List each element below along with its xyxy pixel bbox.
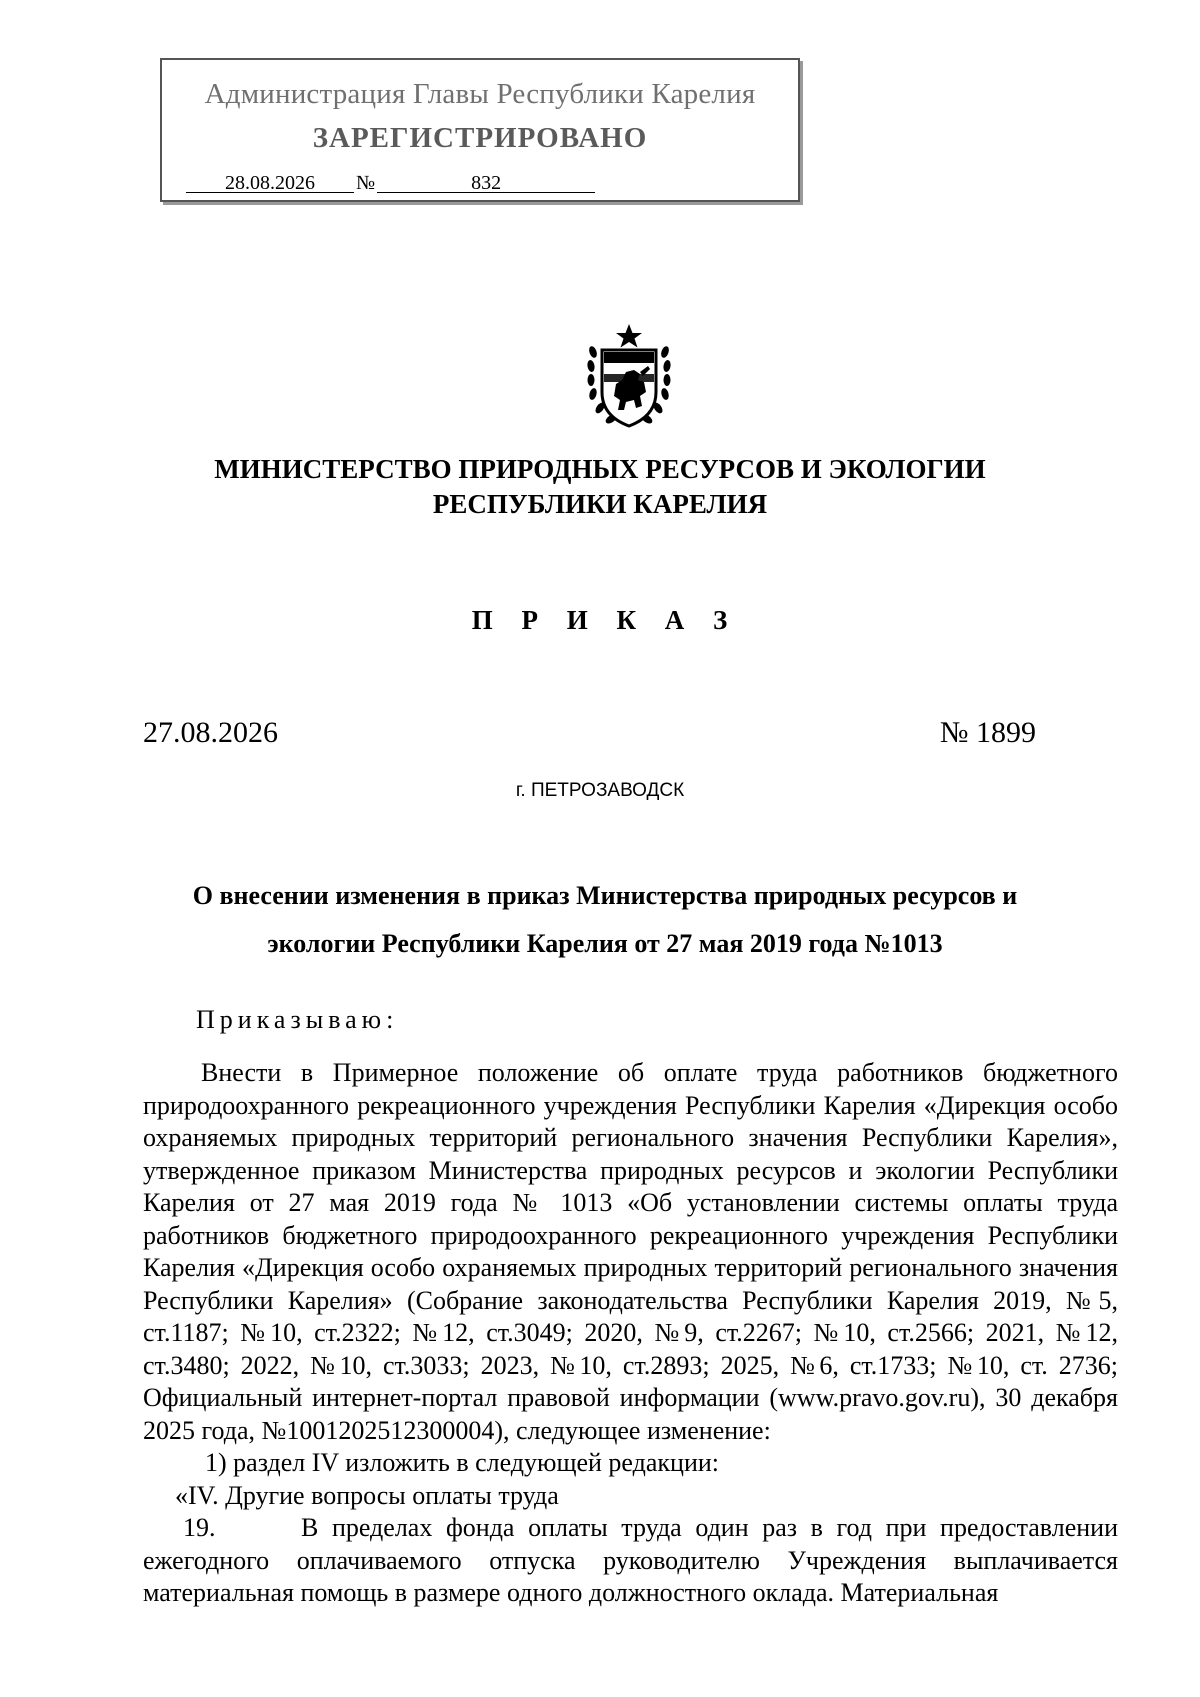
- order-date: 27.08.2026: [143, 716, 278, 749]
- city: г. ПЕТРОЗАВОДСК: [515, 780, 685, 801]
- registration-stamp: [160, 58, 800, 202]
- section-heading: «IV. Другие вопросы оплаты труда: [175, 1480, 559, 1510]
- order-subject-line1: О внесении изменения в приказ Министерства природных ресурсов и: [192, 881, 1018, 910]
- order-subject-line2: экологии Республики Карелия от 27 мая 2019 года №1013: [267, 929, 943, 958]
- decree-word: Приказываю:: [196, 1005, 399, 1034]
- stamp-number-sign: №: [356, 172, 376, 194]
- ministry-name: [0, 452, 1200, 522]
- document-type: П Р И К А З: [471, 605, 739, 635]
- order-number: № 1899: [939, 716, 1036, 749]
- stamp-registered-label: ЗАРЕГИСТРИРОВАНО: [312, 122, 648, 154]
- amendment-item-1: 1) раздел IV изложить в следующей редакции:: [205, 1448, 719, 1477]
- order-subject: [140, 872, 1070, 968]
- clause-19-text: В пределах фонда оплаты труда один раз в год при предоставлении ежегодного оплачиваемого отпуска руководителю Учреждения выплачивается материальная помощь в размере одного должностного оклада. Материальная: [143, 1513, 1118, 1607]
- clause-19-number: 19.: [183, 1513, 216, 1542]
- stamp-registration-row: [186, 172, 595, 195]
- main-paragraph: Внести в Примерное положение об оплате труда работников бюджетного природоохранного рекреационного учреждения Республики Карелия «Дирекция особо охраняемых природных территорий регионального значения Республики Карелия», утвержденное приказом Министерства природных ресурсов и экологии Республики Карелия от 27 мая 2019 года № 1013 «Об установлении системы оплаты труда работников бюджетного природоохранного рекреационного учреждения Республики Карелия «Дирекция особо охраняемых природных территорий регионального значения Республики Карелия» (Собрание законодательства Республики Карелия 2019, №5, ст.1187; №10, ст.2322; №12, ст.3049; 2020, №9, ст.2267; №10, ст.2566; 2021, №12, ст.3480; 2022, №10, ст.3033; 2023, №10, ст.2893; 2025, №6, ст.1733; №10, ст. 2736; Официальный интернет-портал правовой информации (www.pravo.gov.ru), 30 декабря 2025 года, №1001202512300004), следующее изменение:: [143, 1058, 1118, 1445]
- stamp-number: 832: [377, 174, 595, 193]
- coat-of-arms-icon: [586, 322, 672, 432]
- stamp-date: 28.08.2026: [186, 174, 354, 193]
- ministry-name-line2: РЕСПУБЛИКИ КАРЕЛИЯ: [432, 489, 768, 519]
- stamp-authority: Администрация Главы Республики Карелия: [204, 78, 756, 110]
- order-body: [143, 1057, 1118, 1610]
- clause-19: [143, 1512, 1118, 1610]
- ministry-name-line1: МИНИСТЕРСТВО ПРИРОДНЫХ РЕСУРСОВ И ЭКОЛОГИИ: [214, 454, 986, 484]
